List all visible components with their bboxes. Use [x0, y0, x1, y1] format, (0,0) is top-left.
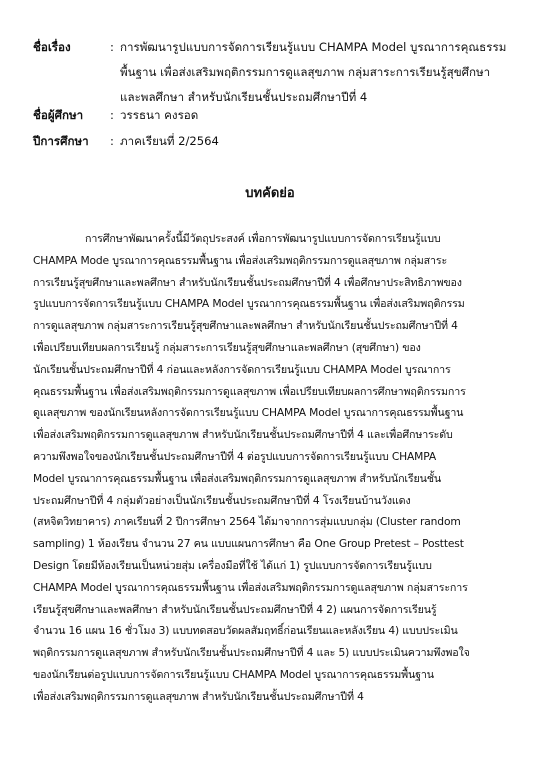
abstract-line: เพื่อส่งเสริมพฤติกรรมการดูแลสุขภาพ สำหรับนักเรียนชั้นประถมศึกษาปีที่ 4 และเพื่อศึกษาระดับ — [33, 428, 453, 442]
abstract-line: นักเรียนชั้นประถมศึกษาปีที่ 4 ก่อนและหลังการจัดการเรียนรู้แบบ CHAMPA Model บูรณาการ — [33, 362, 451, 376]
abstract-line: ของนักเรียนต่อรูปแบบการจัดการเรียนรู้แบบ CHAMPA Model บูรณาการคุณธรรมพื้นฐาน — [33, 667, 434, 681]
abstract-line: จำนวน 16 แผน 16 ชั่วโมง 3) แบบทดสอบวัดผลสัมฤทธิ์ก่อนเรียนและหลังเรียน 4) แบบประเมิน — [33, 624, 458, 638]
abstract-line: CHAMPA Model บูรณาการคุณธรรมพื้นฐาน เพื่อส่งเสริมพฤติกรรมการดูแลสุขภาพ กลุ่มสาระการ — [33, 580, 468, 594]
title-line: พื้นฐาน เพื่อส่งเสริมพฤติกรรมการดูแลสุขภาพ กลุ่มสาระการเรียนรู้สุขศึกษา — [120, 65, 491, 79]
abstract-line: sampling) 1 ห้องเรียน จำนวน 27 คน แบบแผนการศึกษา คือ One Group Pretest – Posttest — [33, 537, 464, 551]
title-colon: : — [110, 40, 114, 54]
title-line: การพัฒนารูปแบบการจัดการเรียนรู้แบบ CHAMPA Model บูรณาการคุณธรรม — [120, 40, 507, 54]
abstract-line: เรียนรู้สุขศึกษาและพลศึกษา สำหรับนักเรียนชั้นประถมศึกษาปีที่ 4 2) แผนการจัดการเรียนรู้ — [33, 602, 437, 616]
abstract-line: รูปแบบการจัดการเรียนรู้แบบ CHAMPA Model บูรณาการคุณธรรมพื้นฐาน เพื่อส่งเสริมพฤติกรรม — [33, 297, 465, 311]
abstract-line: พฤติกรรมการดูแลสุขภาพ สำหรับนักเรียนชั้นประถมศึกษาปีที่ 4 และ 5) แบบประเมินความพึงพอใจ — [33, 646, 470, 660]
abstract-body — [33, 228, 523, 708]
year-value: ภาคเรียนที่ 2/2564 — [120, 134, 219, 148]
abstract-heading: บทคัดย่อ — [245, 186, 295, 201]
author-value: วรรธนา คงรอด — [120, 108, 199, 122]
author-label: ชื่อผู้ศึกษา — [33, 108, 84, 122]
abstract-line: (สหจิตวิทยาคาร) ภาคเรียนที่ 2 ปีการศึกษา 2564 ได้มาจากการสุ่มแบบกลุ่ม (Cluster random — [33, 515, 461, 529]
year-colon: : — [110, 134, 114, 148]
abstract-line: CHAMPA Mode บูรณาการคุณธรรมพื้นฐาน เพื่อส่งเสริมพฤติกรรมการดูแลสุขภาพ กลุ่มสาระ — [33, 253, 448, 267]
abstract-line: เพื่อส่งเสริมพฤติกรรมการดูแลสุขภาพ สำหรับนักเรียนชั้นประถมศึกษาปีที่ 4 — [33, 689, 364, 703]
abstract-line: การดูแลสุขภาพ กลุ่มสาระการเรียนรู้สุขศึกษาและพลศึกษา สำหรับนักเรียนชั้นประถมศึกษาปีที่ 4 — [33, 319, 458, 333]
abstract-line: ความพึงพอใจของนักเรียนชั้นประถมศึกษาปีที่ 4 ต่อรูปแบบการจัดการเรียนรู้แบบ CHAMPA — [33, 449, 437, 463]
abstract-line: การศึกษาพัฒนาครั้งนี้มีวัตถุประสงค์ เพื่อการพัฒนารูปแบบการจัดการเรียนรู้แบบ — [85, 232, 441, 245]
abstract-line: คุณธรรมพื้นฐาน เพื่อส่งเสริมพฤติกรรมการดูแลสุขภาพ เพื่อเปรียบเทียบผลการศึกษาพฤติกรรมการ — [33, 384, 466, 398]
abstract-line: ดูแลสุขภาพ ของนักเรียนหลังการจัดการเรียนรู้แบบ CHAMPA Model บูรณาการคุณธรรมพื้นฐาน — [33, 406, 464, 420]
abstract-line: ประถมศึกษาปีที่ 4 กลุ่มตัวอย่างเป็นนักเรียนชั้นประถมศึกษาปีที่ 4 โรงเรียนบ้านวังแดง — [33, 493, 411, 507]
title-value — [120, 39, 525, 106]
title-label: ชื่อเรื่อง — [33, 40, 71, 54]
year-label: ปีการศึกษา — [33, 134, 89, 148]
title-line: และพลศึกษา สำหรับนักเรียนชั้นประถมศึกษาปีที่ 4 — [120, 90, 368, 104]
author-colon: : — [110, 108, 114, 122]
abstract-line: Model บูรณาการคุณธรรมพื้นฐาน เพื่อส่งเสริมพฤติกรรมการดูแลสุขภาพ สำหรับนักเรียนชั้น — [33, 471, 442, 485]
abstract-line: เพื่อเปรียบเทียบผลการเรียนรู้ กลุ่มสาระการเรียนรู้สุขศึกษาและพลศึกษา (สุขศึกษา) ของ — [33, 340, 421, 354]
abstract-line: การเรียนรู้สุขศึกษาและพลศึกษา สำหรับนักเรียนชั้นประถมศึกษาปีที่ 4 เพื่อศึกษาประสิทธิภาพของ — [33, 275, 462, 289]
abstract-line: Design โดยมีห้องเรียนเป็นหน่วยสุ่ม เครื่องมือที่ใช้ ได้แก่ 1) รูปแบบการจัดการเรียนรู้แบบ — [33, 558, 432, 572]
